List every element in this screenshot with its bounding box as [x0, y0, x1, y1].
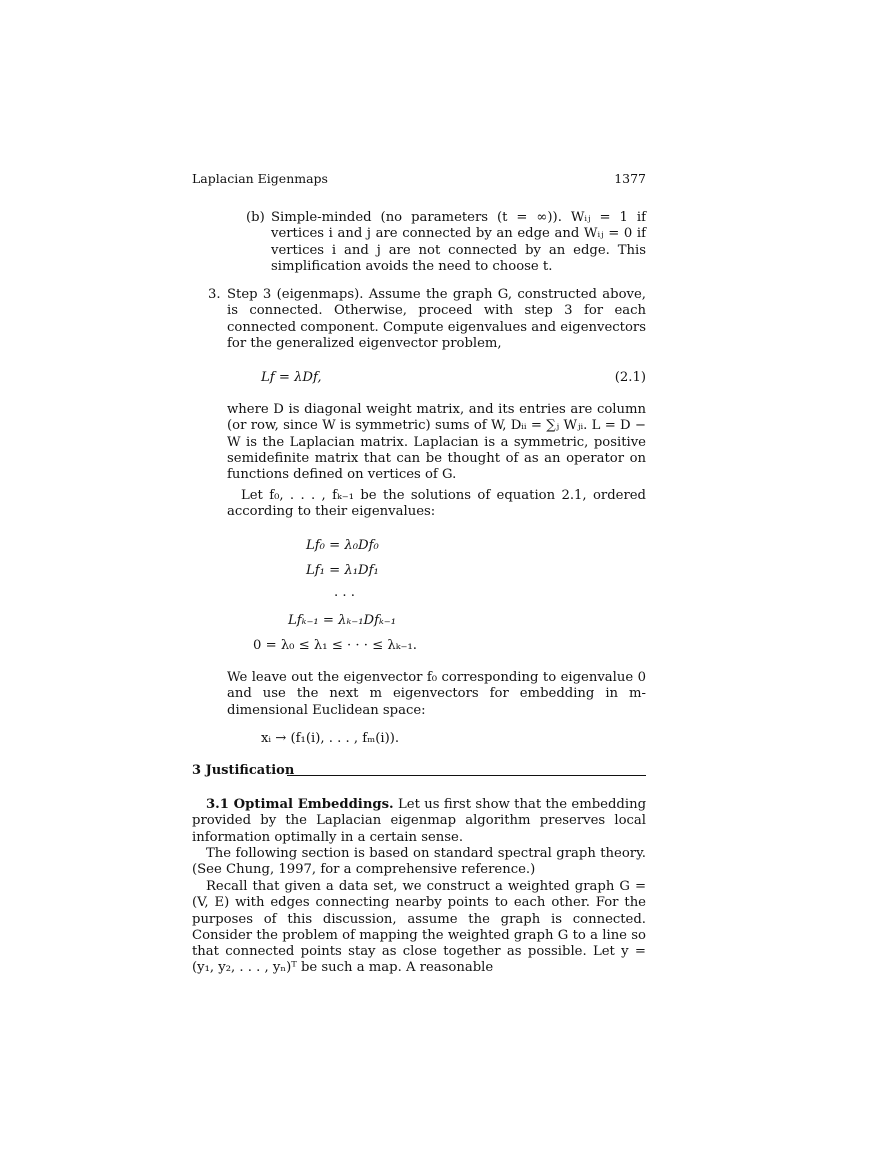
section-rule: [287, 775, 646, 776]
list-label: (b): [246, 210, 265, 225]
paragraph-recall: [192, 879, 646, 977]
section-title: 3 Justification: [192, 763, 295, 778]
paragraph-text: where D is diagonal weight matrix, and its entries are column (or row, since W is symmetric) sums of W, Dᵢᵢ = ∑ⱼ Wⱼᵢ. L = D − W is the Laplacian matrix. Laplacian is a symmetric, positive semidefinite matrix that can be thought of as an operator on functions defined on vertices of G.: [227, 402, 646, 483]
paragraph-text: We leave out the eigenvector f₀ corresponding to eigenvalue 0 and use the next m eigenvectors for embedding in m-dimensional Euclidean space:: [227, 670, 646, 718]
paragraph-text: The following section is based on standard spectral graph theory. (See Chung, 1997, for a comprehensive reference.): [192, 846, 646, 878]
running-header: [192, 171, 646, 189]
list-item-b: [246, 210, 646, 275]
subsection-text: Let us first show that the embedding provided by the Laplacian eigenmap algorithm preserves local information optimally in a certain sense.: [192, 797, 647, 845]
section-heading: [192, 763, 646, 781]
eigenvalue-ordering: 0 = λ₀ ≤ λ₁ ≤ · · · ≤ λₖ₋₁.: [253, 638, 417, 653]
subsection-heading: 3.1 Optimal Embeddings.: [206, 797, 394, 812]
paragraph-where: [227, 402, 646, 483]
paragraph-let: [227, 488, 646, 521]
page-number: 1377: [614, 171, 646, 186]
eigen-ellipsis: . . .: [334, 585, 355, 600]
list-text: Step 3 (eigenmaps). Assume the graph G, constructed above, is connected. Otherwise, proceed with step 3 for each connected component. Compute eigenvalues and eigenvectors for the generalized eigenvector problem,: [227, 287, 646, 351]
eigen-equation-k: Lfₖ₋₁ = λₖ₋₁Dfₖ₋₁: [288, 613, 397, 628]
eigen-equation-1: Lf₁ = λ₁Df₁: [306, 563, 379, 578]
equation-number: (2.1): [614, 370, 646, 385]
paragraph-text: Recall that given a data set, we construct a weighted graph G = (V, E) with edges connecting nearby points to each other. For the purposes of this discussion, assume the graph is connected. Consider the problem of mapping the weighted graph G to a line so that connected points stay as close together as possible. Let y = (y₁, y₂, . . . , yₙ)ᵀ be such a map. A reasonable: [192, 879, 646, 976]
paragraph-text: [192, 797, 646, 846]
paragraph-text: Let f₀, . . . , fₖ₋₁ be the solutions of equation 2.1, ordered according to their eigenvalues:: [227, 488, 646, 520]
subsection-3-1: [192, 797, 646, 846]
list-item-3: [208, 287, 646, 352]
paragraph-leave: [227, 670, 646, 719]
equation-2-1: Lf = λDf,: [261, 370, 322, 385]
paragraph-following: [192, 846, 646, 879]
list-text: Simple-minded (no parameters (t = ∞)). Wᵢⱼ = 1 if vertices i and j are connected by an edge and Wᵢⱼ = 0 if vertices i and j are not connected by an edge. This simplification avoids the need to choose t.: [271, 210, 646, 274]
list-label: 3.: [208, 287, 221, 302]
running-title: Laplacian Eigenmaps: [192, 171, 328, 186]
eigen-equation-0: Lf₀ = λ₀Df₀: [306, 538, 379, 553]
embedding-map: xᵢ → (f₁(i), . . . , fₘ(i)).: [261, 731, 400, 746]
